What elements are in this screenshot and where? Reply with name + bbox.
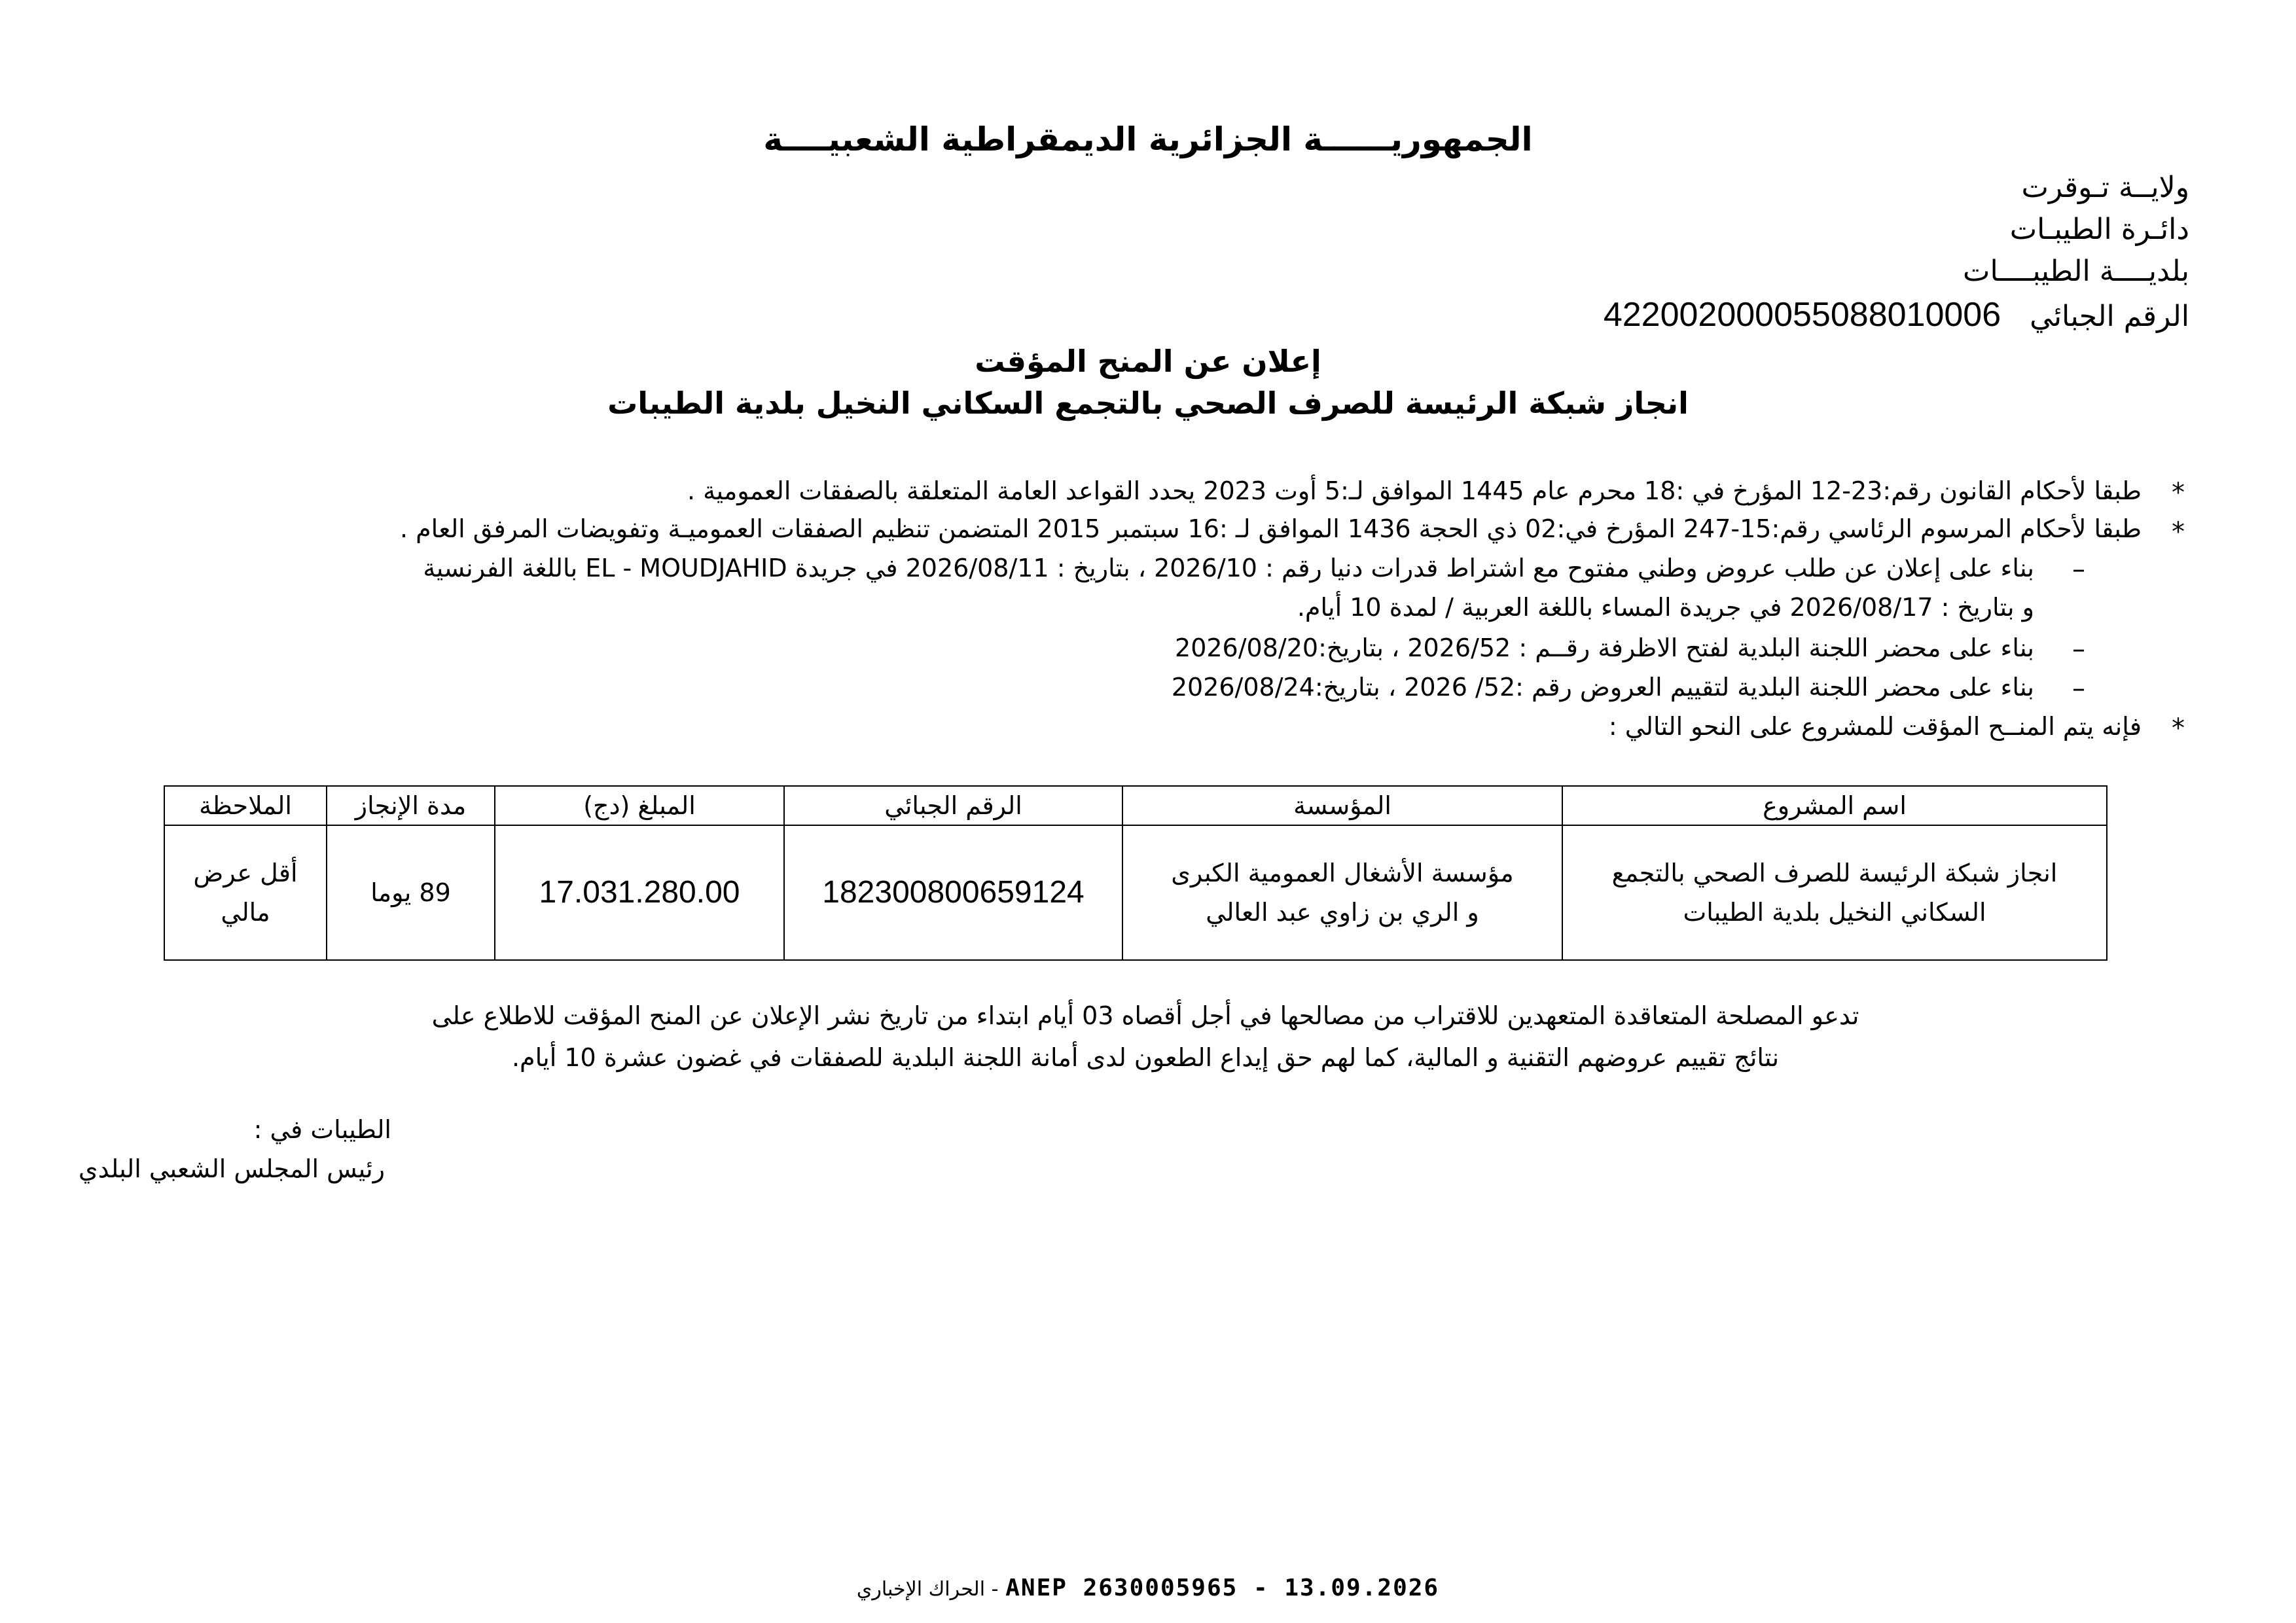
signature-role: رئيس المجلس الشعبي البلدي bbox=[78, 1154, 385, 1183]
cell-note: أقل عرض مالي bbox=[164, 825, 327, 960]
cell-duration: 89 يوما bbox=[327, 825, 495, 960]
law-reference-1: طبقا لأحكام القانون رقم:23-12 المؤرخ في :18 محرم عام 1445 الموافق لـ:5 أوت 2023 يحدد القواعد العامة المتعلقة بالصفقات العمومية . bbox=[687, 476, 2142, 505]
invitation-paragraph bbox=[196, 995, 2094, 1079]
cell-company bbox=[1122, 825, 1562, 960]
evaluation-committee-reference: بناء على محضر اللجنة البلدية لتقييم العروض رقم :52/ 2026 ، بتاريخ:2026/08/24 bbox=[1171, 673, 2034, 702]
col-header-project: اسم المشروع bbox=[1562, 786, 2107, 825]
dash-marker: – bbox=[2072, 554, 2085, 584]
cell-amount: 17.031.280.00 bbox=[495, 825, 784, 960]
col-header-note: الملاحظة bbox=[164, 786, 327, 825]
table-header-row bbox=[164, 786, 2107, 825]
header-nif-line bbox=[1604, 294, 2189, 337]
bullet-marker: * bbox=[2172, 517, 2185, 547]
project-title: انجاز شبكة الرئيسة للصرف الصحي بالتجمع السكاني النخيل بلدية الطيبات bbox=[607, 385, 1689, 421]
award-conclusion: فإنه يتم المنــح المؤقت للمشروع على النحو التالي : bbox=[1608, 712, 2142, 741]
wilaya-line: ولايــة تـوقرت bbox=[2021, 171, 2189, 204]
tender-reference-line1: بناء على إعلان عن طلب عروض وطني مفتوح مع اشتراط قدرات دنيا رقم : 2026/10 ، بتاريخ : 2026/08/11 في جريدة EL - MOUDJAHID باللغة الفرنسية bbox=[423, 554, 2034, 582]
announcement-title: إعلان عن المنح المؤقت bbox=[975, 344, 1321, 379]
footer-newspaper: - الحراك الإخباري bbox=[856, 1578, 999, 1601]
opening-committee-reference: بناء على محضر اللجنة البلدية لفتح الاظرفة رقــم : 2026/52 ، بتاريخ:2026/08/20 bbox=[1175, 633, 2034, 662]
publication-footer bbox=[0, 1572, 2296, 1606]
col-header-nif: الرقم الجبائي bbox=[784, 786, 1122, 825]
daira-line: دائـرة الطيبـات bbox=[2009, 213, 2189, 246]
cell-nif: 182300800659124 bbox=[784, 825, 1122, 960]
col-header-duration: مدة الإنجاز bbox=[327, 786, 495, 825]
award-table bbox=[164, 785, 2108, 961]
table-row bbox=[164, 825, 2107, 960]
law-reference-2: طبقا لأحكام المرسوم الرئاسي رقم:15-247 المؤرخ في:02 ذي الحجة 1436 الموافق لـ :16 سبتمبر 2015 المتضمن تنظيم الصفقات العموميـة وتفويضات المرفق العام . bbox=[400, 514, 2142, 543]
header-nif-value: 422002000055088010006 bbox=[1603, 296, 2001, 334]
header-nif-label: الرقم الجبائي bbox=[2030, 300, 2189, 333]
cell-project-line1: انجاز شبكة الرئيسة للصرف الصحي بالتجمع bbox=[1611, 859, 2058, 887]
bullet-marker: * bbox=[2172, 713, 2185, 743]
cell-company-line1: مؤسسة الأشغال العمومية الكبرى bbox=[1171, 859, 1514, 887]
footer-reference: ANEP 2630005965 - 13.09.2026 bbox=[1005, 1575, 1440, 1601]
republic-heading: الجمهوريــــــة الجزائرية الديمقراطية الشعبيــــة bbox=[763, 120, 1533, 158]
col-header-company: المؤسسة bbox=[1122, 786, 1562, 825]
tender-reference-line2: و بتاريخ : 2026/08/17 في جريدة المساء باللغة العربية / لمدة 10 أيام. bbox=[1297, 593, 2034, 622]
cell-project bbox=[1562, 825, 2107, 960]
cell-project-line2: السكاني النخيل بلدية الطيبات bbox=[1683, 898, 1986, 927]
col-header-amount: المبلغ (دج) bbox=[495, 786, 784, 825]
invitation-line2: نتائج تقييم عروضهم التقنية و المالية، كما لهم حق إيداع الطعون لدى أمانة اللجنة البلدية للصفقات في غضون عشرة 10 أيام. bbox=[511, 1043, 1780, 1072]
bullet-marker: * bbox=[2172, 478, 2185, 508]
baladia-line: بلديــــة الطيبــــات bbox=[1963, 255, 2189, 288]
dash-marker: – bbox=[2072, 673, 2085, 704]
invitation-line1: تدعو المصلحة المتعاقدة المتعهدين للاقتراب من مصالحها في أجل أقصاه 03 أيام ابتداء من تاريخ نشر الإعلان عن المنح المؤقت للاطلاع على bbox=[431, 1001, 1859, 1030]
cell-company-line2: و الري بن زاوي عبد العالي bbox=[1206, 898, 1479, 927]
signature-place: الطيبات في : bbox=[253, 1115, 391, 1144]
dash-marker: – bbox=[2072, 634, 2085, 664]
